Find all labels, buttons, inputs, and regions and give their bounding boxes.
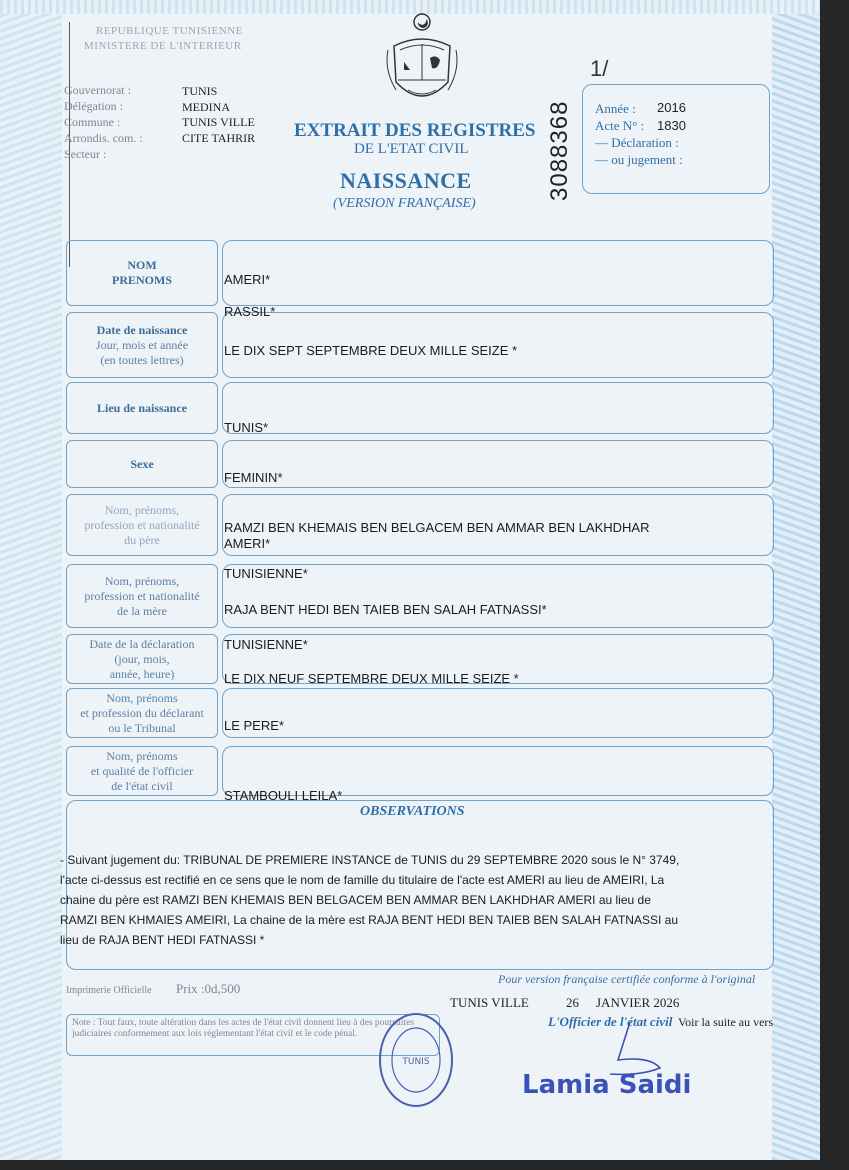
value-date-naissance: LE DIX SEPT SEPTEMBRE DEUX MILLE SEIZE * bbox=[224, 343, 518, 358]
field-box-declarant bbox=[222, 688, 774, 738]
label-mere: Nom, prénoms, profession et nationalité de la mère bbox=[66, 564, 218, 628]
value-sexe: FEMININ* bbox=[224, 470, 283, 485]
value-pere-line1: RAMZI BEN KHEMAIS BEN BELGACEM BEN AMMAR BEN LAKHDHAR bbox=[224, 520, 650, 535]
label-nom-prenoms: NOM PRENOMS bbox=[66, 240, 218, 306]
field-box-lieu bbox=[222, 382, 774, 434]
admin-value: MEDINA bbox=[182, 99, 230, 114]
value-lieu-naissance: TUNIS* bbox=[224, 420, 269, 435]
annee-label: Année : bbox=[595, 101, 636, 116]
value-mere: RAJA BENT HEDI BEN TAIEB BEN SALAH FATNASSI* bbox=[224, 602, 547, 617]
imprimerie-label: Imprimerie Officielle bbox=[66, 985, 152, 996]
ministry-heading: MINISTERE DE L'INTERIEUR bbox=[84, 40, 242, 52]
republic-heading: REPUBLIQUE TUNISIENNE bbox=[96, 25, 243, 37]
value-officier: STAMBOULI LEILA* bbox=[224, 788, 343, 803]
admin-values bbox=[182, 84, 255, 146]
price-label: Prix :0d,500 bbox=[176, 981, 241, 996]
label-declarant: Nom, prénoms et profession du déclarant ou le Tribunal bbox=[66, 688, 218, 738]
jugement-label: — ou jugement : bbox=[595, 152, 683, 167]
acte-label: Acte N° : bbox=[595, 118, 645, 133]
verso-note: Voir la suite au vers bbox=[678, 1015, 774, 1029]
admin-value: CITE TAHRIR bbox=[182, 130, 256, 145]
admin-label: Commune : bbox=[64, 115, 121, 129]
stamp-text: TUNIS bbox=[402, 1057, 430, 1067]
label-pere: Nom, prénoms, profession et nationalité du père bbox=[66, 494, 218, 556]
observation-line: l'acte ci-dessus est rectifié en ce sens que le nom de famille du titulaire de l'acte est AMERI au lieu de AMEIRI, La bbox=[60, 873, 665, 887]
value-date-declaration: LE DIX NEUF SEPTEMBRE DEUX MILLE SEIZE * bbox=[224, 671, 519, 686]
document-subtitle: DE L'ETAT CIVIL bbox=[354, 141, 469, 157]
document-title: EXTRAIT DES REGISTRES bbox=[294, 120, 536, 141]
document-type: NAISSANCE bbox=[340, 168, 472, 193]
value-nom: AMERI* bbox=[224, 272, 271, 287]
label-lieu-naissance: Lieu de naissance bbox=[66, 382, 218, 434]
acte-value: 1830 bbox=[657, 118, 686, 133]
observation-line: RAMZI BEN KHMAIES AMEIRI, La chaine de la mère est RAJA BENT HEDI BEN TAIEB BEN SALAH FATNASSI au bbox=[60, 913, 678, 927]
admin-label: Délégation : bbox=[64, 99, 123, 113]
label-date-declaration: Date de la déclaration (jour, mois, année, heure) bbox=[66, 634, 218, 684]
serial-number: 3088368 bbox=[546, 100, 573, 201]
admin-label: Gouvernorat : bbox=[64, 83, 131, 97]
field-box-sexe bbox=[222, 440, 774, 488]
label-date-naissance: Date de naissance Jour, mois et année (en toutes lettres) bbox=[66, 312, 218, 378]
admin-label: Arrondis. com. : bbox=[64, 131, 143, 145]
date-day: 26 bbox=[566, 995, 579, 1010]
label-sexe: Sexe bbox=[66, 440, 218, 488]
value-prenom: RASSIL* bbox=[224, 304, 276, 319]
guilloche-border-left bbox=[0, 0, 62, 1160]
signature-name: Lamia Saidi bbox=[522, 1070, 692, 1100]
admin-labels bbox=[64, 82, 174, 162]
scan-edge-right bbox=[820, 0, 849, 1170]
value-mere-nationalite: TUNISIENNE* bbox=[224, 637, 308, 652]
observations-title: OBSERVATIONS bbox=[360, 804, 465, 819]
guilloche-border-right bbox=[772, 0, 820, 1160]
observation-line: lieu de RAJA BENT HEDI FATNASSI * bbox=[60, 933, 265, 947]
value-declarant: LE PERE* bbox=[224, 718, 284, 733]
place-label: TUNIS VILLE bbox=[450, 995, 529, 1010]
annee-value: 2016 bbox=[657, 100, 686, 115]
value-pere-line2: AMERI* bbox=[224, 536, 271, 551]
official-stamp-icon bbox=[376, 1010, 456, 1110]
value-pere-nationalite: TUNISIENNE* bbox=[224, 566, 308, 581]
field-box-nom bbox=[222, 240, 774, 306]
observation-line: chaine du père est RAMZI BEN KHEMAIS BEN BELGACEM BEN AMMAR BEN LAKHDHAR AMERI au lieu de bbox=[60, 893, 651, 907]
certification-text: Pour version française certifiée conforme à l'original bbox=[498, 972, 756, 986]
handwritten-annotation: 1/ bbox=[590, 56, 609, 81]
admin-value: TUNIS VILLE bbox=[182, 115, 255, 129]
document-version: (VERSION FRANÇAISE) bbox=[333, 196, 476, 211]
label-officier: Nom, prénoms et qualité de l'officier de l'état civil bbox=[66, 746, 218, 796]
admin-value: TUNIS bbox=[182, 84, 218, 98]
admin-label: Secteur : bbox=[64, 147, 107, 161]
act-info-values bbox=[657, 99, 686, 135]
declaration-label: — Déclaration : bbox=[595, 135, 679, 150]
legal-note: Note : Tout faux, toute altération dans les actes de l'état civil donnent lieu à des poursuites judiciaires conformement aux lois réglementant l'état civil et le code pénal. bbox=[72, 1018, 414, 1039]
officer-title: L'Officier de l'état civil bbox=[548, 1014, 673, 1029]
coat-of-arms-icon bbox=[384, 10, 460, 116]
observation-line: - Suivant jugement du: TRIBUNAL DE PREMIERE INSTANCE de TUNIS du 29 SEPTEMBRE 2020 sous le N° 3749, bbox=[60, 853, 680, 867]
date-month-year: JANVIER 2026 bbox=[596, 995, 680, 1010]
observations-text bbox=[60, 850, 772, 950]
scan-edge-bottom bbox=[0, 1160, 849, 1170]
